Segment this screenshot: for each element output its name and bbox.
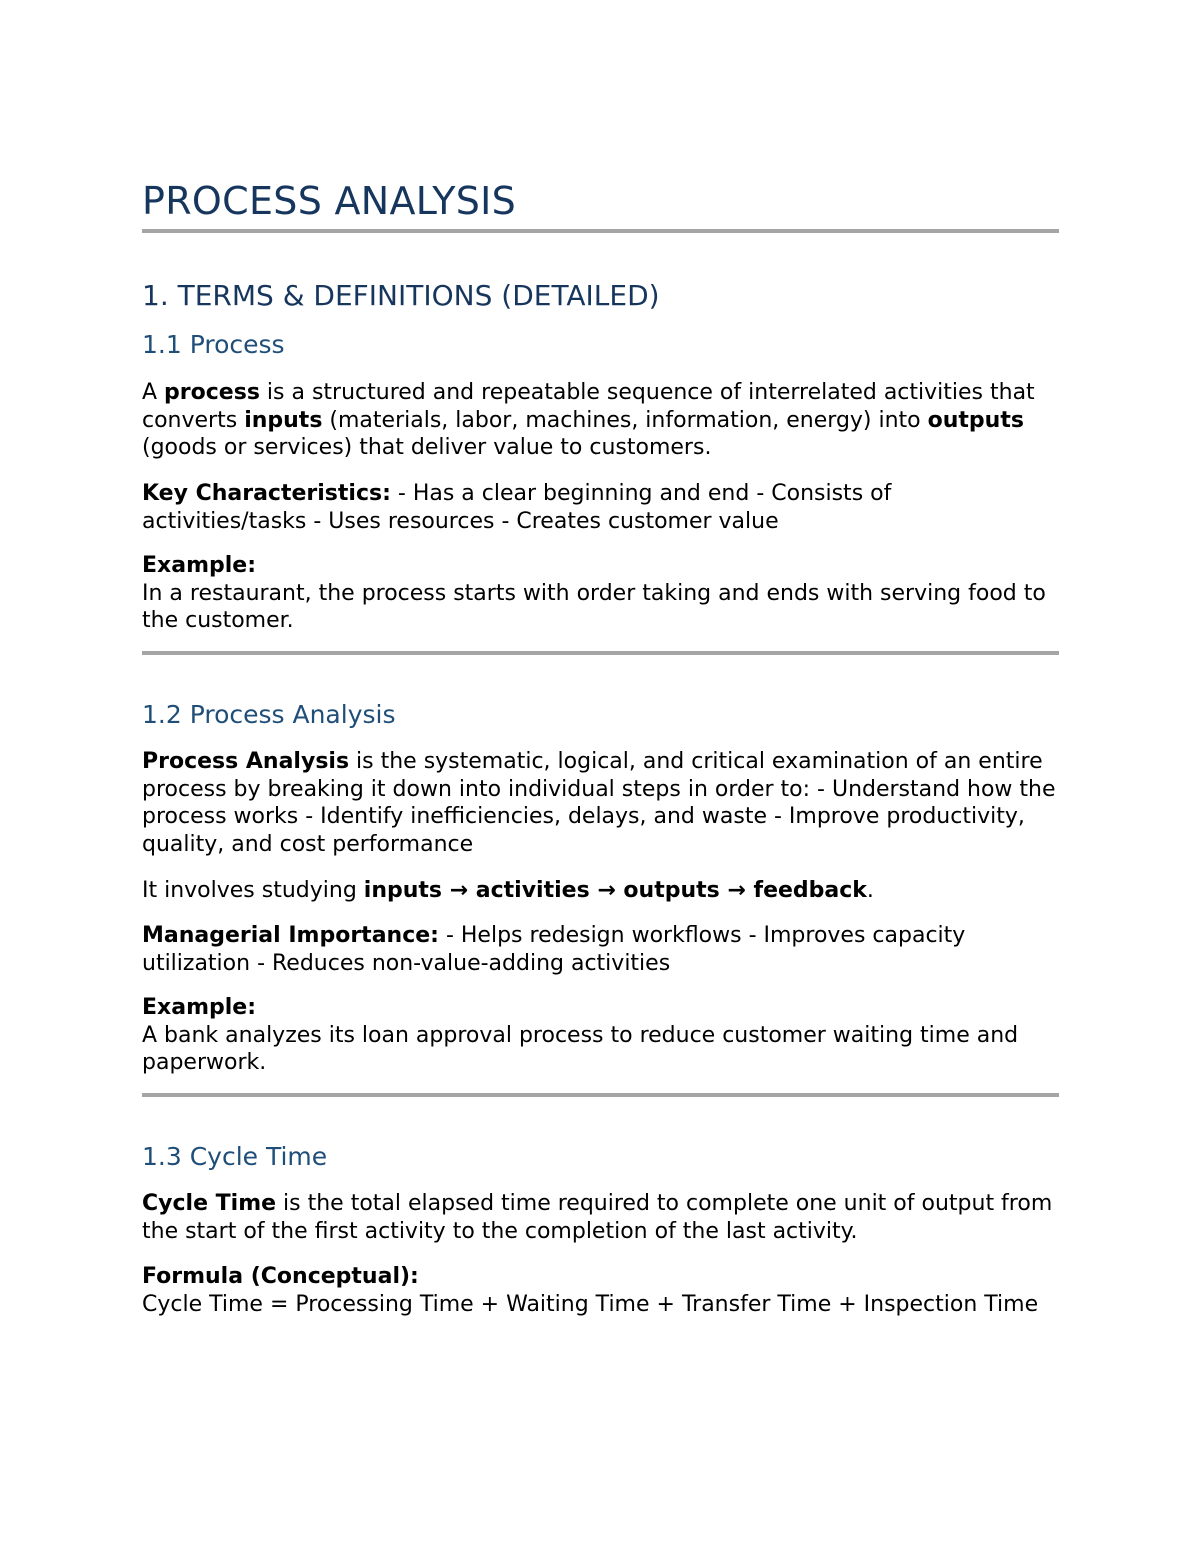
process-definition: A process is a structured and repeatable sequence of interrelated activities that converts inputs (materials, labor, machines, information, energy) into outputs (goods or services) that deliver value to customers. — [142, 380, 1035, 460]
process-analysis-definition: Process Analysis is the systematic, logical, and critical examination of an entire process by breaking it down into individual steps in order to: - Understand how the process works - Identify inefficiencies, delays, and waste - Improve productivity, quality, and cost performance — [142, 749, 1056, 857]
managerial-importance: Managerial Importance: - Helps redesign workflows - Improves capacity utilization - Reduces non-value-adding activities — [142, 923, 966, 976]
section-divider — [142, 1093, 1059, 1097]
section-heading-terms: 1. TERMS & DEFINITIONS (DETAILED) — [142, 279, 660, 312]
subsection-heading-cycle-time: 1.3 Cycle Time — [142, 1142, 328, 1171]
section-divider — [142, 651, 1059, 655]
process-analysis-example: Example: A bank analyzes its loan approval process to reduce customer waiting time and paperwork. — [142, 995, 1019, 1075]
title-divider — [142, 229, 1059, 233]
process-analysis-flow: It involves studying inputs → activities → outputs → feedback. — [142, 878, 874, 903]
cycle-time-formula: Formula (Conceptual): Cycle Time = Processing Time + Waiting Time + Transfer Time + Inspection Time — [142, 1264, 1039, 1317]
subsection-heading-process: 1.1 Process — [142, 330, 285, 359]
subsection-heading-process-analysis: 1.2 Process Analysis — [142, 700, 396, 729]
process-key-characteristics: Key Characteristics: - Has a clear beginning and end - Consists of activities/tasks - Uses resources - Creates customer value — [142, 481, 892, 534]
cycle-time-definition: Cycle Time is the total elapsed time required to complete one unit of output from the start of the first activity to the completion of the last activity. — [142, 1191, 1053, 1244]
process-example: Example: In a restaurant, the process starts with order taking and ends with serving food to the customer. — [142, 553, 1046, 633]
page-title: PROCESS ANALYSIS — [142, 179, 517, 223]
